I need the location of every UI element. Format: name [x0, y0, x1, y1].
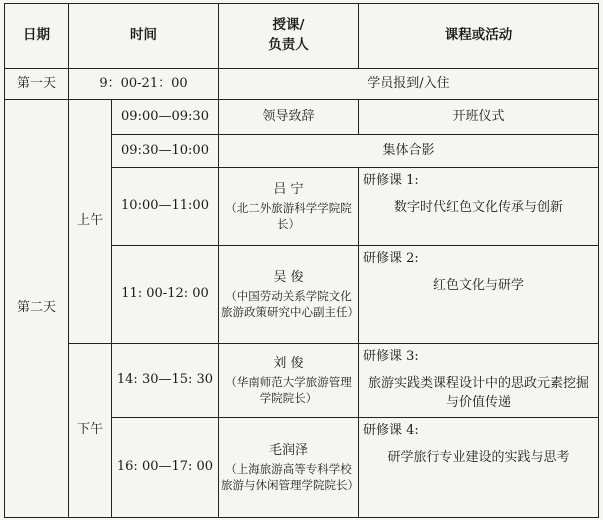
- lecturer-affiliation: （北二外旅游科学学院院长）: [225, 200, 352, 231]
- lecturer-name: 毛润泽: [268, 442, 308, 458]
- schedule-table: [4, 3, 599, 518]
- header-time: 时间: [69, 4, 219, 69]
- row-lecturer: [219, 168, 359, 246]
- row-activity: 开班仪式: [359, 100, 599, 135]
- course-body: 研学旅行专业建设的实践与思考: [387, 449, 570, 465]
- lecturer-affiliation: （上海旅游高等专科学校旅游与休闲管理学院院长）: [221, 461, 359, 492]
- morning-label: 上午: [69, 100, 112, 344]
- course-body: 数字时代红色文化传承与创新: [393, 199, 563, 215]
- row-time: 16: 00—17: 00: [112, 418, 219, 518]
- table-row: [5, 100, 599, 135]
- row-course: [359, 418, 599, 518]
- day2-label: 第二天: [5, 100, 69, 518]
- lecturer-name: 吴 俊: [273, 269, 304, 285]
- header-course: 课程或活动: [359, 4, 599, 69]
- header-lecturer-line2: 负责人: [268, 37, 309, 53]
- lecturer-name: 刘 俊: [273, 355, 304, 371]
- lecturer-affiliation: （华南师范大学旅游管理学院院长）: [225, 374, 352, 405]
- row-lecturer: [219, 344, 359, 418]
- header-row: [5, 4, 599, 69]
- row-activity: 集体合影: [219, 135, 599, 168]
- course-body: 红色文化与研学: [432, 277, 524, 293]
- header-lecturer-line1: 授课/: [272, 17, 305, 34]
- row-time: 09:00—09:30: [112, 100, 219, 135]
- lecturer-name: 吕 宁: [273, 181, 304, 197]
- course-title: 研修课 4:: [363, 423, 419, 438]
- lecturer-affiliation: （中国劳动关系学院文化旅游政策研究中心副主任）: [221, 288, 359, 319]
- row-lecturer: [219, 418, 359, 518]
- day1-row: [5, 69, 599, 100]
- day1-label: 第一天: [5, 69, 69, 100]
- header-date: 日期: [5, 4, 69, 69]
- course-title: 研修课 2:: [363, 251, 419, 266]
- header-lecturer: [219, 4, 359, 69]
- row-time: 14: 30—15: 30: [112, 344, 219, 418]
- course-title: 研修课 3:: [363, 349, 419, 364]
- row-course: [359, 246, 599, 344]
- row-lecturer: 领导致辞: [219, 100, 359, 135]
- course-title: 研修课 1:: [363, 173, 419, 188]
- table-row: [5, 344, 599, 418]
- day1-activity: 学员报到/入住: [219, 69, 599, 100]
- row-time: 10:00—11:00: [112, 168, 219, 246]
- row-course: [359, 344, 599, 418]
- afternoon-label: 下午: [69, 344, 112, 518]
- row-lecturer: [219, 246, 359, 344]
- course-body: 旅游实践类课程设计中的思政元素挖掘与价值传递: [367, 375, 589, 410]
- row-course: [359, 168, 599, 246]
- day1-time: 9：00-21：00: [69, 69, 219, 100]
- row-time: 09:30—10:00: [112, 135, 219, 168]
- row-time: 11: 00-12: 00: [112, 246, 219, 344]
